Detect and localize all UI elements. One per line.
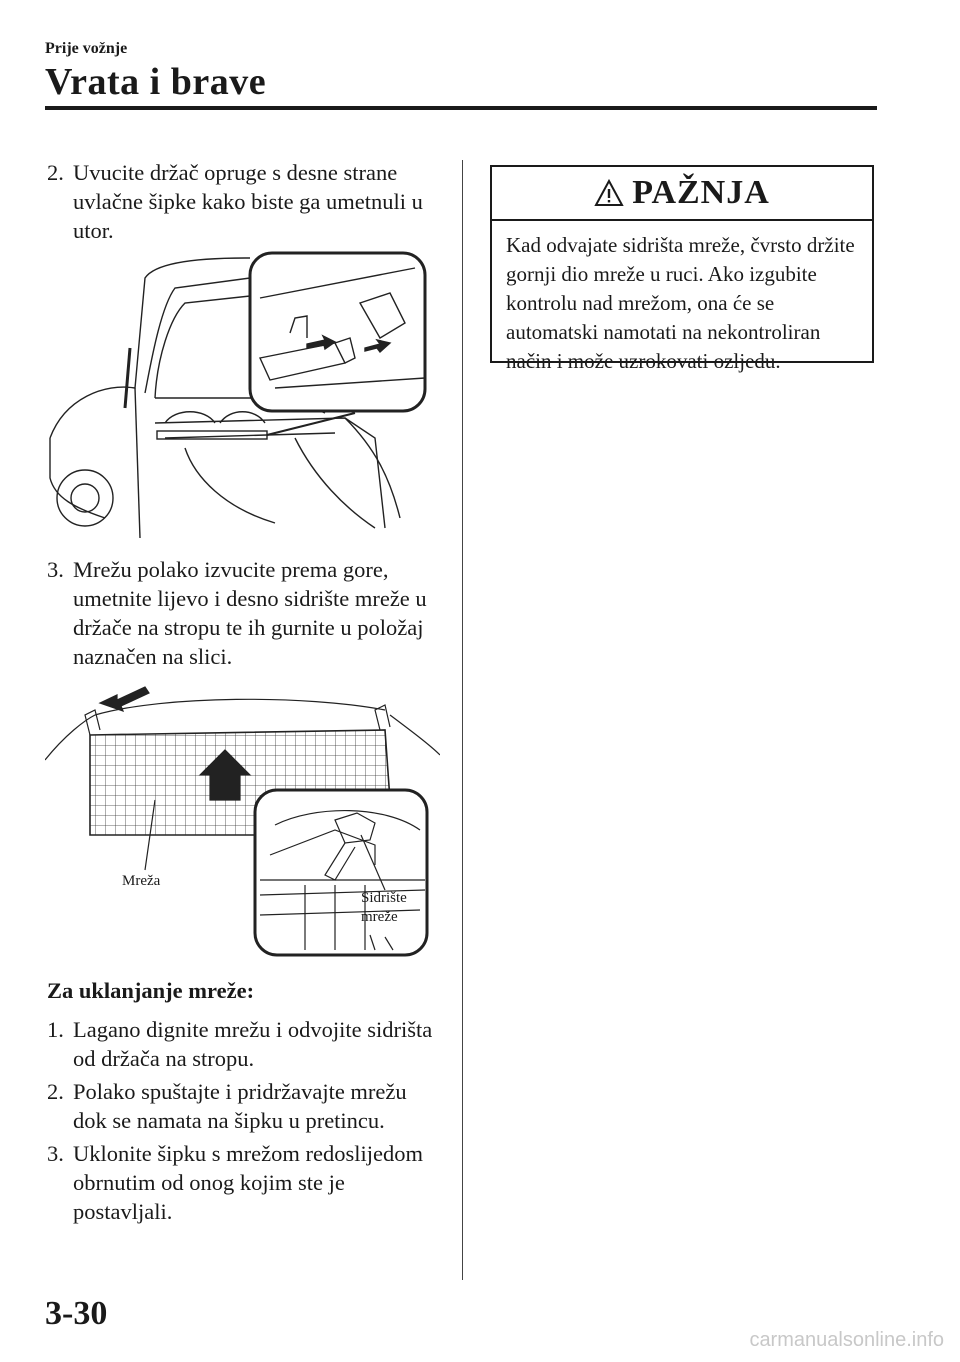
anchor-label-line2: mreže: [361, 909, 398, 925]
step-item: [47, 555, 442, 671]
step-item: [47, 1015, 442, 1073]
step-number: 2.: [47, 160, 64, 185]
page-number: 3-30: [45, 1295, 108, 1332]
caution-title: PAŽNJA: [632, 174, 770, 211]
step-number: 1.: [47, 1017, 64, 1042]
anchor-label: [361, 889, 407, 927]
section-label: Prije vožnje: [45, 40, 128, 57]
step-number: 3.: [47, 557, 64, 582]
caution-text: Kad odvajate sidrišta mreže, čvrsto držite gornji dio mreže u ruci. Ako izgubite kontrolu nad mrežom, ona će se automatski namotati na nekontroliran način i može uzrokovati ozljedu.: [506, 233, 855, 373]
watermark: carmanualsonline.info: [749, 1329, 944, 1351]
anchor-label-line1: Sidrište: [361, 890, 407, 906]
warning-triangle-icon: [594, 179, 624, 207]
caution-header: [492, 167, 872, 221]
step-text: Polako spuštajte i pridržavajte mrežu dok se namata na šipku u pretincu.: [73, 1079, 407, 1133]
step-text: Uvucite držač opruge s desne strane uvlačne šipke kako biste ga umetnuli u utor.: [73, 160, 423, 243]
net-label: Mreža: [122, 873, 161, 889]
removal-heading: Za uklanjanje mreže:: [47, 978, 255, 1003]
step-item: [47, 1139, 442, 1226]
step-number: 3.: [47, 1141, 64, 1166]
tailgate-figure: [45, 248, 440, 538]
step-text: Uklonite šipku s mrežom redoslijedom obrnutim od onog kojim ste je postavljali.: [73, 1141, 423, 1224]
step-item: [47, 1077, 442, 1135]
page-title: Vrata i brave: [45, 61, 267, 103]
header-rule: [45, 106, 877, 110]
step-number: 2.: [47, 1079, 64, 1104]
step-item: [47, 158, 442, 245]
step-text: Mrežu polako izvucite prema gore, umetnite lijevo i desno sidrište mreže u držače na stropu te ih gurnite u položaj naznačen na slici.: [73, 557, 427, 669]
step-text: Lagano dignite mrežu i odvojite sidrišta od držača na stropu.: [73, 1017, 433, 1071]
column-divider: [462, 160, 463, 1280]
caution-box: [490, 165, 874, 373]
